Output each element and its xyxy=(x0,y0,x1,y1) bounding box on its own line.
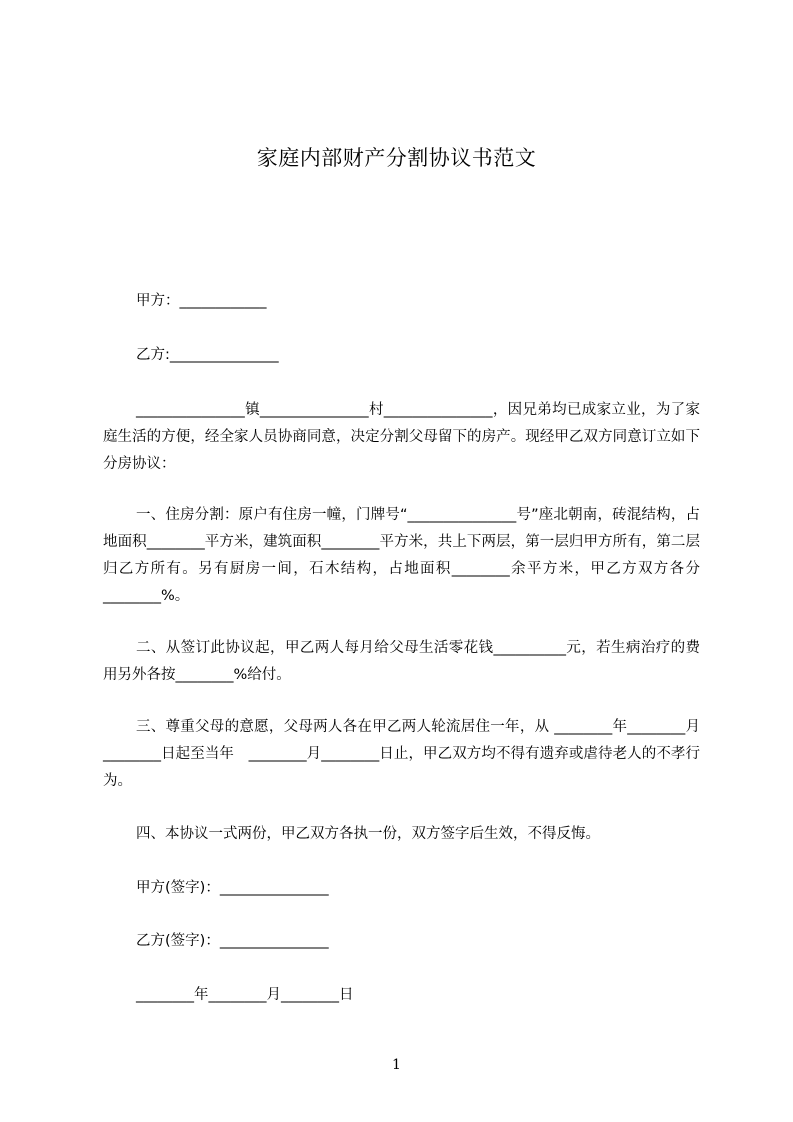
clause-3-paragraph: 三、尊重父母的意愿，父母两人各在甲乙两人轮流居住一年，从 ________年________月________日起至当年 ________月________日止，甲乙双方均不得有遗弃或虐待老人的不孝行为。 xyxy=(103,719,700,789)
signature-b-line: 乙方(签字)：_______________ xyxy=(136,933,329,949)
clause-2-paragraph: 二、从签订此协议起，甲乙两人每月给父母生活零花钱__________元，若生病治疗的费用另外各按________%给付。 xyxy=(103,640,700,683)
page-number: 1 xyxy=(392,1057,401,1073)
signature-a-line: 甲方(签字)：_______________ xyxy=(136,880,329,896)
clause-4-paragraph: 四、本协议一式两份，甲乙双方各执一份，双方签字后生效，不得反悔。 xyxy=(136,826,600,842)
document-title: 家庭内部财产分割协议书范文 xyxy=(256,146,537,170)
party-a-line: 甲方：____________ xyxy=(136,293,267,309)
clause-1-paragraph: 一、住房分割：原户有住房一幢，门牌号“_______________号”座北朝南，砖混结构，占地面积________平方米，建筑面积________平方米，共上下两层，第一层归甲方所有，第二层归乙方所有。另有厨房一间，石木结构，占地面积________余平方米，甲乙方双方各分________%。 xyxy=(103,507,700,604)
date-line: ________年________月________日 xyxy=(136,987,354,1003)
party-b-line: 乙方:_______________ xyxy=(136,347,279,363)
intro-paragraph: _______________镇_______________村_______________，因兄弟均已成家立业，为了家庭生活的方便，经全家人员协商同意，决定分割父母留下的房产。现经甲乙双方同意订立如下分房协议： xyxy=(103,402,700,472)
